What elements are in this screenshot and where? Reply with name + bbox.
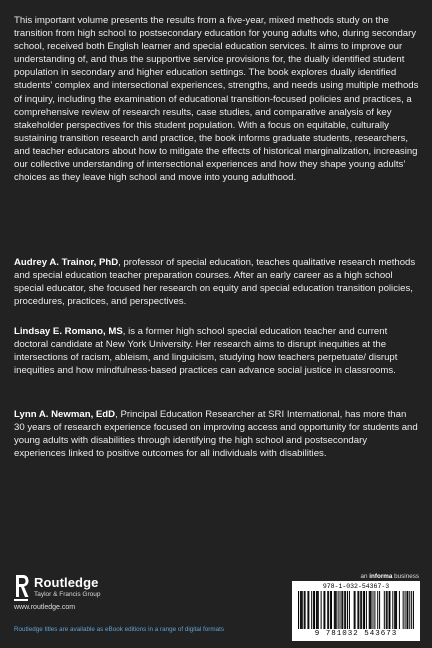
barcode-bar bbox=[354, 591, 355, 629]
barcode-bar bbox=[387, 591, 388, 629]
barcode-bar bbox=[324, 591, 325, 629]
barcode-bar bbox=[328, 591, 329, 629]
barcode-bar bbox=[304, 591, 305, 629]
barcode-bar bbox=[355, 591, 356, 629]
barcode-bar bbox=[360, 591, 361, 629]
barcode-bar bbox=[300, 591, 301, 629]
barcode-bar bbox=[394, 591, 395, 629]
barcode-bar bbox=[302, 591, 303, 629]
barcode-bar bbox=[399, 591, 400, 629]
barcode-bar bbox=[308, 591, 309, 629]
barcode-bar bbox=[373, 591, 374, 629]
book-description: This important volume presents the results from a five-year, mixed methods study on the transition from high school to postsecondary education for young adults who, during secondary school, received both English learner and special education services. It aims to improve our understanding of, and thus the supportive service provisions for, the dually identified student population in secondary and higher education settings. The book explores dually identified students’ complex and intersectional experiences, strengths, and needs using multiple methods of inquiry, including the examination of educational transition-focused policies and practices, a comprehensive review of research results, case studies, and comparative analysis of key stakeholder perspectives for this student population. With a focus on equitable, culturally sustaining transition research and practice, the book informs graduate students, researchers, and teacher educators about how to mitigate the effects of historical marginalization, increasing our collective understanding of intersectional experiences and how they shape young adults’ choices as they leave high school and move into young adulthood. bbox=[14, 15, 419, 184]
barcode-bar bbox=[358, 591, 359, 629]
author-name: Lindsay E. Romano, MS bbox=[14, 326, 123, 337]
barcode-bar bbox=[331, 591, 332, 629]
barcode-bar bbox=[371, 591, 372, 629]
barcode-bar bbox=[406, 591, 407, 629]
author-name: Audrey A. Trainor, PhD bbox=[14, 257, 119, 268]
barcode-bar bbox=[342, 591, 343, 629]
author-bio-romano bbox=[14, 325, 419, 377]
barcode-bar bbox=[361, 591, 362, 629]
barcode-bar bbox=[313, 591, 314, 629]
author-bio-text: , professor of special education, teaches qualitative research methods and special education teacher preparation courses. After an early career as a high school special educator, she focused her research on equity and special education transition policies, procedures, practices, and perspectives. bbox=[14, 257, 416, 308]
barcode-bar bbox=[321, 591, 322, 629]
barcode-bar bbox=[340, 591, 341, 629]
barcode-bar bbox=[345, 591, 346, 629]
barcode-bar bbox=[301, 591, 302, 629]
barcode-bar bbox=[349, 591, 350, 629]
barcode-bar bbox=[396, 591, 397, 629]
barcode-bar bbox=[363, 591, 364, 629]
barcode-bar bbox=[338, 591, 339, 629]
barcode-bar bbox=[374, 591, 375, 629]
barcode-bar bbox=[370, 591, 371, 629]
barcode-bar bbox=[403, 591, 404, 629]
barcode-bar bbox=[395, 591, 396, 629]
barcode-bar bbox=[347, 591, 348, 629]
barcode-bar bbox=[311, 591, 312, 629]
barcode-bar bbox=[407, 591, 408, 629]
author-bio-newman bbox=[14, 408, 419, 460]
author-bio-text: , is a former high school special education teacher and current doctoral candidate at New York University. Her research aims to disrupt inequities at the intersections of racism, ableism, and linguicism, studying how teachers perpetuate/ disrupt inequities and how mindfulness-based practices can advance social justice in classrooms. bbox=[14, 326, 398, 377]
publisher-url: www.routledge.com bbox=[14, 604, 76, 611]
barcode-bar bbox=[389, 591, 390, 629]
barcode-bar bbox=[314, 591, 315, 629]
barcode-bar bbox=[341, 591, 342, 629]
author-bio-trainor bbox=[14, 256, 419, 308]
barcode-bar bbox=[336, 591, 337, 629]
barcode-bar bbox=[305, 591, 306, 629]
barcode-bar bbox=[413, 591, 414, 629]
barcode-bar bbox=[323, 591, 324, 629]
barcode-bar bbox=[379, 591, 380, 629]
barcode-bar bbox=[334, 591, 335, 629]
barcode-digits: 9 781032 543673 bbox=[314, 630, 398, 638]
barcode-bar bbox=[392, 591, 393, 629]
isbn-barcode bbox=[292, 581, 420, 641]
barcode-bar bbox=[377, 591, 378, 629]
barcode-bar bbox=[327, 591, 328, 629]
barcode-bar bbox=[389, 591, 390, 629]
publisher-group: Taylor & Francis Group bbox=[34, 591, 101, 598]
publisher-name: Routledge bbox=[34, 575, 99, 590]
barcode-bar bbox=[316, 591, 317, 629]
barcode-bar bbox=[335, 591, 336, 629]
barcode-bar bbox=[366, 591, 367, 629]
barcode-bar bbox=[386, 591, 387, 629]
barcode-bar bbox=[384, 591, 385, 629]
barcode-bar bbox=[409, 591, 410, 629]
author-name: Lynn A. Newman, EdD bbox=[14, 409, 116, 420]
isbn-text: 978-1-032-54367-3 bbox=[322, 583, 390, 590]
barcode-bar bbox=[369, 591, 370, 629]
informa-business-label: an informa business bbox=[360, 573, 419, 580]
barcode-bar bbox=[317, 591, 318, 629]
barcode-bar bbox=[307, 591, 308, 629]
barcode-bar bbox=[298, 591, 299, 629]
routledge-r-icon bbox=[14, 573, 30, 603]
barcode-bar bbox=[364, 591, 365, 629]
ebook-note: Routledge titles are available as eBook editions in a range of digital formats bbox=[14, 626, 225, 633]
barcode-bar bbox=[405, 591, 406, 629]
barcode-bar bbox=[344, 591, 345, 629]
barcode-bar bbox=[411, 591, 412, 629]
author-bio-text: , Principal Education Researcher at SRI International, has more than 30 years of research experience focused on improving access and opportunity for students and young adults with disabilities through identifying the high school and postsecondary experiences linked to positive outcomes for all individuals with disabilities. bbox=[14, 409, 418, 460]
barcode-bar bbox=[330, 591, 331, 629]
barcode-bar bbox=[318, 591, 319, 629]
barcode-bar bbox=[357, 591, 358, 629]
barcode-bars bbox=[298, 591, 414, 629]
